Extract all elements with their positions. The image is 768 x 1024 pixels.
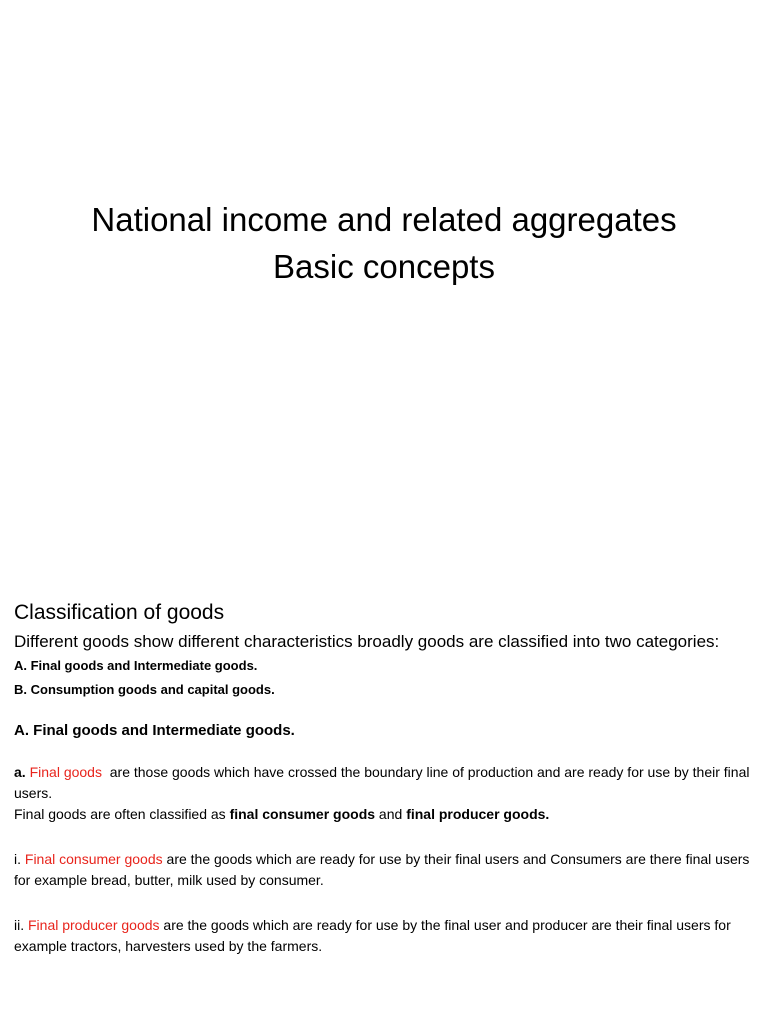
paragraph-final-goods [14,762,756,804]
classified-text-1: Final goods are often classified as [14,806,230,822]
term-final-producer-goods-bold: final producer goods. [406,806,550,822]
term-final-goods: Final goods [29,764,102,780]
para-i-text: are the goods which are ready for use by their final users and Consumers are there final users for example bread, butter, milk used by consumer. [14,851,754,888]
classified-text-2: and [375,806,407,822]
slide-heading: Classification of goods [14,601,225,624]
para-i-prefix: i. [14,851,25,867]
paragraph-final-consumer-goods [14,849,756,891]
para-ii-text: are the goods which are ready for use by the final user and producer are their final users for example tractors, harvesters used by the farmers. [14,917,735,954]
title-line-1: National income and related aggregates [91,201,677,238]
term-final-producer-goods: Final producer goods [28,917,160,933]
term-final-consumer-goods: Final consumer goods [24,851,163,867]
para-ii-prefix: ii. [14,917,28,933]
slide-classification [0,576,768,1024]
term-final-consumer-goods-bold: final consumer goods [229,806,376,822]
title-line-2: Basic concepts [273,248,495,285]
intro-text: Different goods show different characteristics broadly goods are classified into two categories: [14,632,720,651]
category-b: B. Consumption goods and capital goods. [14,682,275,697]
para-a-text: are those goods which have crossed the boundary line of production and are ready for use by their final users. [14,764,754,801]
slide-title-block [0,196,768,290]
paragraph-classified [14,804,756,825]
slide-content [14,598,756,957]
paragraph-final-producer-goods [14,915,756,957]
para-a-prefix: a. [14,764,26,780]
category-a: A. Final goods and Intermediate goods. [14,658,258,673]
section-heading: A. Final goods and Intermediate goods. [14,722,295,739]
